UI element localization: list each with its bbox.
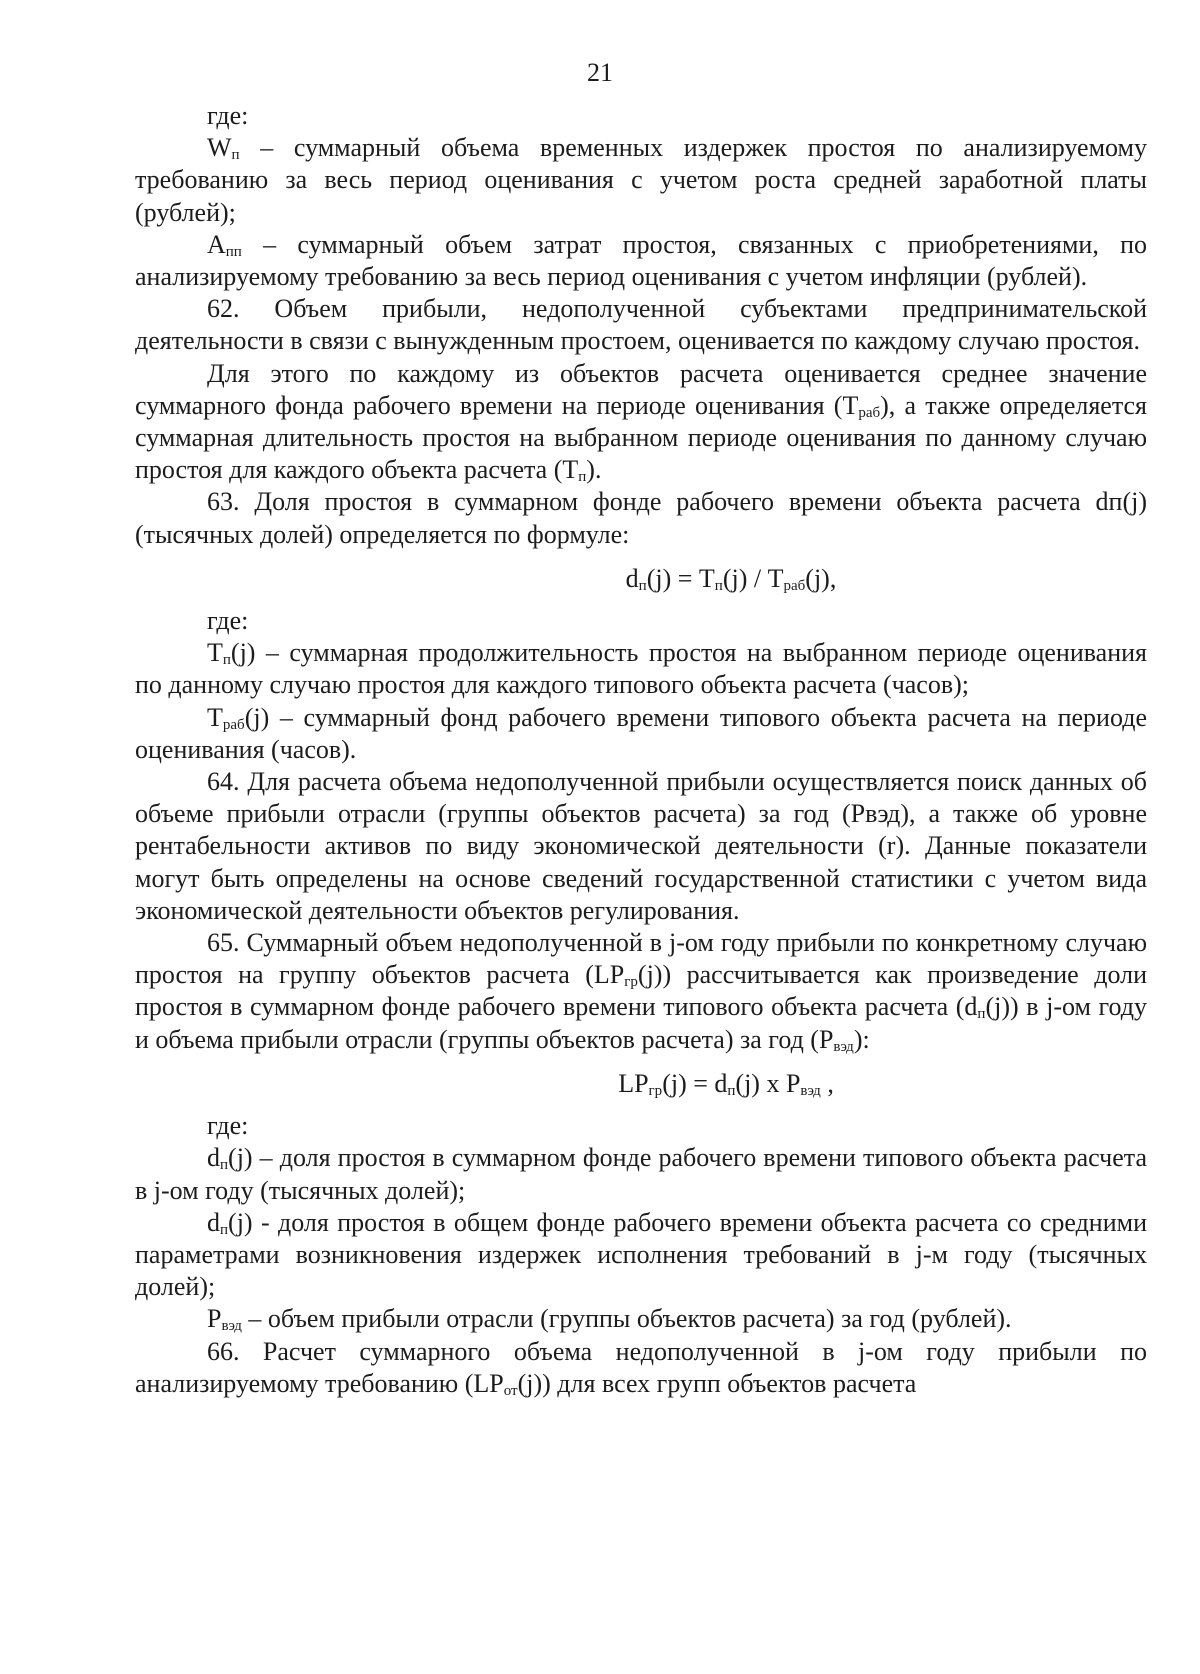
definition-dp-typical xyxy=(135,1142,1147,1206)
subscript: п xyxy=(231,147,240,164)
subscript: раб xyxy=(783,577,806,594)
definition-pved xyxy=(135,1303,1147,1335)
subscript: гр xyxy=(648,1082,663,1099)
subscript: п xyxy=(222,652,231,669)
subscript: от xyxy=(503,1382,518,1399)
subscript: вэд xyxy=(800,1082,821,1099)
definition-text: (j) – доля простоя в суммарном фонде рабочего времени типового объекта расчета в j-ом году (тысячных долей); xyxy=(135,1143,1147,1205)
text-run: d xyxy=(625,563,639,593)
where-label: где: xyxy=(207,101,249,130)
subscript: п xyxy=(714,577,723,594)
text-run: ): xyxy=(853,1024,870,1054)
paragraph-62-detail xyxy=(135,358,1147,487)
text-run: LP xyxy=(618,1068,649,1098)
symbol: d xyxy=(207,1143,220,1173)
document-body xyxy=(135,100,1147,1400)
paragraph-64: 64. Для расчета объема недополученной прибыли осуществляется поиск данных об объеме прибыли отрасли (группы объектов расчета) за год (Рвэд), а также об уровне рентабельности активов по виду экономической деятельности (r). Данные показатели могут быть определены на основе сведений государственной статистики с учетом вида экономической деятельности объектов регулирования. xyxy=(135,767,1147,925)
symbol: А xyxy=(207,229,226,259)
text-run: (j) = T xyxy=(646,563,715,593)
subscript: п xyxy=(220,1221,229,1238)
text-run: , xyxy=(820,1068,834,1098)
paragraph-66 xyxy=(135,1336,1147,1400)
text-run: (j)) рассчитывается как произведение доли простоя в суммарном фонде рабочего времени типового объекта расчета (d xyxy=(135,960,1147,1022)
text-run: ). xyxy=(586,455,602,485)
formula-lpgr xyxy=(135,1068,1147,1100)
formula-dp xyxy=(135,563,1147,595)
symbol: T xyxy=(207,702,223,732)
definition-text: (j) – суммарная продолжительность простоя на выбранном периоде оценивания по данному случаю простоя для каждого типового объекта расчета (часов); xyxy=(135,638,1147,700)
text-run: Для этого по каждому из объектов расчета оценивается среднее значение суммарного фонда рабочего времени на периоде оценивания (Т xyxy=(135,358,1147,420)
symbol: T xyxy=(207,638,223,668)
text-run: (j) / T xyxy=(722,563,784,593)
subscript: п xyxy=(977,1006,986,1023)
definition-text: (j) – суммарный фонд рабочего времени типового объекта расчета на периоде оценивания (часов). xyxy=(135,702,1147,764)
subscript: п xyxy=(578,469,587,486)
paragraph-63: 63. Доля простоя в суммарном фонде рабочего времени объекта расчета dп(j) (тысячных долей) определяется по формуле: xyxy=(135,487,1147,549)
subscript: гр xyxy=(624,974,638,991)
paragraph-62: 62. Объем прибыли, недополученной субъектами предпринимательской деятельности в связи с вынужденным простоем, оценивается по каждому случаю простоя. xyxy=(135,294,1147,356)
definition-text: – объем прибыли отрасли (группы объектов расчета) за год (рублей). xyxy=(241,1304,1012,1334)
subscript: раб xyxy=(222,716,245,733)
subscript: п xyxy=(727,1082,736,1099)
symbol: Р xyxy=(207,1304,222,1334)
subscript: вэд xyxy=(221,1318,242,1335)
definition-wp xyxy=(135,132,1147,229)
text-run: (j)) для всех групп объектов расчета xyxy=(517,1368,917,1398)
definition-text: – суммарный объем затрат простоя, связанных с приобретениями, по анализируемому требованию за весь период оценивания с учетом инфляции (рублей). xyxy=(135,229,1147,292)
text-run: (j), xyxy=(805,563,837,593)
definition-traб xyxy=(135,702,1147,766)
text-run: (j)) в j-ом году и объема прибыли отрасли (группы объектов расчета) за год (Р xyxy=(135,992,1148,1054)
definition-text: – суммарный объема временных издержек простоя по анализируемому требованию за весь период оценивания с учетом роста средней заработной платы (рублей); xyxy=(135,133,1147,227)
where-label: где: xyxy=(207,606,249,636)
where-label: где: xyxy=(207,1111,249,1141)
page-number: 21 xyxy=(587,58,613,87)
subscript: пп xyxy=(225,243,242,260)
symbol: W xyxy=(207,133,232,163)
text-run: 66. Расчет суммарного объема недополученной в j-ом году прибыли по анализируемому требованию (LP xyxy=(135,1336,1147,1398)
paragraph-65 xyxy=(135,927,1147,1056)
subscript: раб xyxy=(858,404,881,421)
subscript: п xyxy=(220,1157,229,1174)
definition-app xyxy=(135,229,1147,293)
definition-dp-average xyxy=(135,1207,1147,1304)
text-run: (j) x P xyxy=(735,1068,801,1098)
subscript: вэд xyxy=(833,1038,854,1055)
definition-text: (j) - доля простоя в общем фонде рабочего времени объекта расчета со средними параметрами возникновения издержек исполнения требований в j-м году (тысячных долей); xyxy=(135,1207,1147,1302)
text-run: 65. Суммарный объем недополученной в j-ом году прибыли по конкретному случаю простоя на группу объектов расчета (LP xyxy=(135,928,1147,990)
symbol: d xyxy=(207,1207,220,1237)
text-run: (j) = d xyxy=(662,1068,728,1098)
subscript: п xyxy=(638,577,647,594)
definition-tp xyxy=(135,637,1147,701)
text-run: ), а также определяется суммарная длительность простоя на выбранном периоде оценивания по данному случаю простоя для каждого объекта расчета (Т xyxy=(135,390,1148,485)
